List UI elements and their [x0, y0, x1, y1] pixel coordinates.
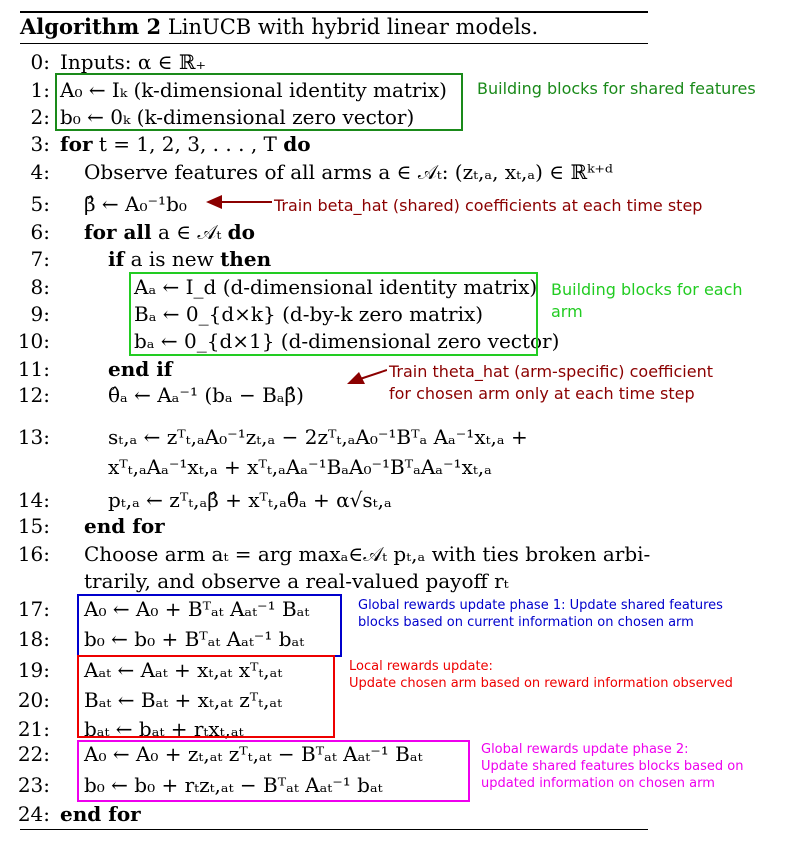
line-content: a ∈ 𝒜ₜ — [157, 220, 222, 244]
keyword: do — [227, 220, 255, 244]
line-number: 0: — [30, 50, 50, 74]
annotation-local-update-2: Update chosen arm based on reward information observed — [349, 676, 733, 691]
line-number: 11: — [17, 357, 50, 381]
line-text — [108, 247, 271, 271]
local-update-box — [77, 655, 335, 738]
line-text — [84, 514, 165, 538]
keyword: end for — [60, 802, 141, 826]
line-content: Observe features of all arms a ∈ 𝒜ₜ: (zₜ,ₐ, xₜ,ₐ) ∈ ℝᵏ⁺ᵈ — [84, 160, 613, 184]
line-number: 3: — [30, 132, 50, 156]
line-content: Bₐₜ ← Bₐₜ + xₜ,ₐₜ zᵀₜ,ₐₜ — [84, 688, 283, 712]
global-update-phase1-box — [77, 594, 342, 657]
line-content: pₜ,ₐ ← zᵀₜ,ₐβ̂ + xᵀₜ,ₐθ̂ₐ + α√sₜ,ₐ — [108, 488, 392, 512]
annotation-shared-features: Building blocks for shared features — [477, 79, 756, 98]
line-number: 10: — [17, 329, 50, 353]
annotation-global-phase1-2: blocks based on current information on chosen arm — [358, 615, 694, 630]
line-number: 14: — [17, 488, 50, 512]
line-content: A₀ ← Iₖ (k-dimensional identity matrix) — [60, 78, 447, 102]
keyword: for all — [84, 220, 152, 244]
line-number: 12: — [17, 383, 50, 407]
line-content: θ̂ₐ ← Aₐ⁻¹ (bₐ − Bₐβ̂) — [108, 383, 304, 407]
annotation-global-phase1-1: Global rewards update phase 1: Update shared features — [358, 598, 723, 613]
line-number: 1: — [30, 78, 50, 102]
line-text — [84, 569, 509, 593]
line-content: bₐₜ ← bₐₜ + rₜxₜ,ₐₜ — [84, 717, 244, 741]
line-content: b₀ ← b₀ + Bᵀₐₜ Aₐₜ⁻¹ bₐₜ — [84, 627, 305, 651]
line-content: t = 1, 2, 3, . . . , T — [98, 132, 277, 156]
line-text — [84, 192, 187, 216]
line-content: Aₐₜ ← Aₐₜ + xₜ,ₐₜ xᵀₜ,ₐₜ — [84, 658, 283, 682]
caption-rule — [20, 43, 648, 44]
keyword: end if — [108, 357, 173, 381]
line-number: 22: — [17, 742, 50, 766]
annotation-global-phase2-3: updated information on chosen arm — [481, 776, 715, 791]
annotation-local-update-1: Local rewards update: — [349, 659, 493, 674]
line-number: 8: — [30, 275, 50, 299]
line-content: a is new — [130, 247, 214, 271]
line-text — [60, 50, 206, 74]
keyword: for — [60, 132, 93, 156]
bottom-rule — [20, 829, 648, 830]
line-content: Inputs: α ∈ ℝ₊ — [60, 50, 207, 74]
line-text — [84, 220, 255, 244]
line-number: 16: — [17, 542, 50, 566]
shared-features-box — [55, 73, 463, 131]
line-content: A₀ ← A₀ + Bᵀₐₜ Aₐₜ⁻¹ Bₐₜ — [84, 597, 310, 621]
line-text — [60, 132, 311, 156]
annotation-arm-blocks-2: arm — [551, 302, 583, 321]
annotation-train-beta: Train beta_hat (shared) coefficients at each time step — [274, 196, 703, 215]
line-number: 7: — [30, 247, 50, 271]
top-rule — [20, 11, 648, 13]
line-number: 5: — [30, 192, 50, 216]
theta-arrow-icon — [347, 364, 387, 386]
line-text — [108, 425, 528, 449]
line-number: 18: — [17, 627, 50, 651]
keyword: end for — [84, 514, 165, 538]
line-content: bₐ ← 0_{d×1} (d-dimensional zero vector) — [134, 329, 560, 353]
line-content: sₜ,ₐ ← zᵀₜ,ₐA₀⁻¹zₜ,ₐ − 2zᵀₜ,ₐA₀⁻¹Bᵀₐ Aₐ⁻¹xₜ,ₐ + — [108, 425, 528, 449]
annotation-global-phase2-2: Update shared features blocks based on — [481, 759, 744, 774]
line-content: b₀ ← 0ₖ (k-dimensional zero vector) — [60, 105, 415, 129]
line-number: 21: — [17, 717, 50, 741]
line-number: 20: — [17, 688, 50, 712]
line-text — [84, 160, 613, 184]
line-number: 17: — [17, 597, 50, 621]
line-number: 13: — [17, 425, 50, 449]
annotation-global-phase2-1: Global rewards update phase 2: — [481, 742, 689, 757]
line-text — [84, 542, 650, 566]
line-number: 6: — [30, 220, 50, 244]
caption-title: LinUCB with hybrid linear models. — [167, 15, 539, 39]
line-number: 24: — [17, 802, 50, 826]
caption-label: Algorithm 2 — [20, 14, 162, 39]
line-content: trarily, and observe a real-valued payoff rₜ — [84, 569, 509, 593]
line-content: A₀ ← A₀ + zₜ,ₐₜ zᵀₜ,ₐₜ − Bᵀₐₜ Aₐₜ⁻¹ Bₐₜ — [84, 742, 423, 766]
global-update-phase2-box — [77, 740, 470, 802]
line-text — [108, 357, 172, 381]
annotation-train-theta-2: for chosen arm only at each time step — [389, 384, 695, 403]
line-content: Aₐ ← I_d (d-dimensional identity matrix) — [134, 275, 538, 299]
beta-arrow-icon — [206, 194, 272, 210]
annotation-train-theta-1: Train theta_hat (arm-specific) coefficient — [389, 362, 713, 381]
line-content: Choose arm aₜ = arg maxₐ∈𝒜ₜ pₜ,ₐ with ties broken arbi- — [84, 542, 651, 566]
line-content: β̂ ← A₀⁻¹b₀ — [84, 192, 187, 216]
keyword: then — [220, 247, 272, 271]
arm-blocks-box — [129, 272, 538, 356]
line-number: 19: — [17, 658, 50, 682]
line-content: Bₐ ← 0_{d×k} (d-by-k zero matrix) — [134, 302, 484, 326]
line-number: 9: — [30, 302, 50, 326]
keyword: do — [283, 132, 311, 156]
annotation-arm-blocks-1: Building blocks for each — [551, 280, 743, 299]
keyword: if — [108, 247, 125, 271]
line-text — [108, 383, 304, 407]
line-text — [108, 455, 492, 479]
line-number: 4: — [30, 160, 50, 184]
line-text — [60, 802, 141, 826]
line-content: b₀ ← b₀ + rₜzₜ,ₐₜ − Bᵀₐₜ Aₐₜ⁻¹ bₐₜ — [84, 773, 383, 797]
algorithm-caption — [20, 14, 538, 39]
line-number: 2: — [30, 105, 50, 129]
line-text — [108, 488, 392, 512]
line-content: xᵀₜ,ₐAₐ⁻¹xₜ,ₐ + xᵀₜ,ₐAₐ⁻¹BₐA₀⁻¹BᵀₐAₐ⁻¹xₜ,ₐ — [108, 455, 492, 479]
line-number: 23: — [17, 773, 50, 797]
line-number: 15: — [17, 514, 50, 538]
